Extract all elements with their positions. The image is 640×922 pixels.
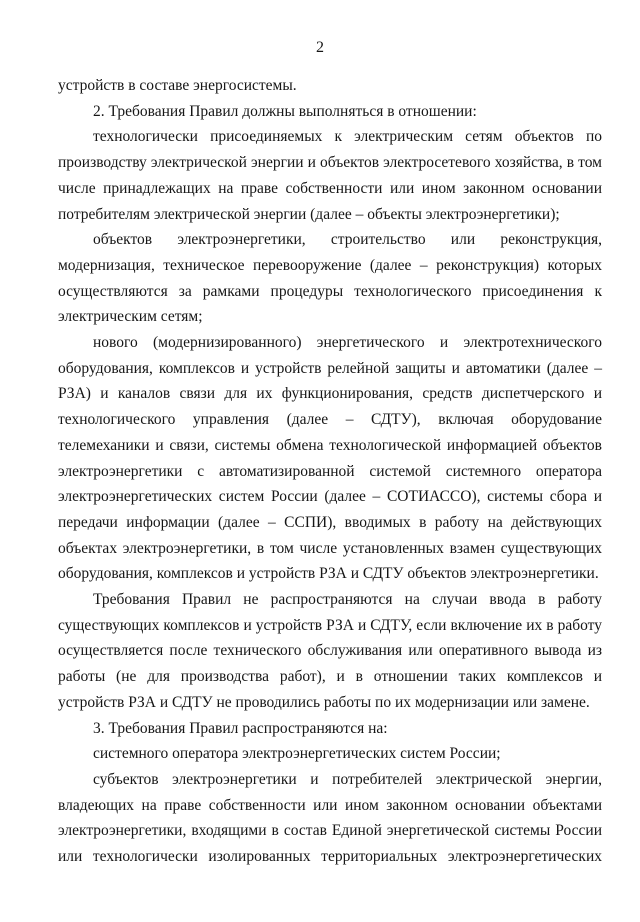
paragraph-connected-objects: технологически присоединяемых к электрическим сетям объектов по производству электрической энергии и объектов электросетевого хозяйства, в том числе принадлежащих на праве собственности или ином законном основании потребителям электрической энергии (далее – объекты электроэнергетики); [58, 128, 602, 223]
paragraph-exceptions: Требования Правил не распространяются на случаи ввода в работу существующих комплексов и устройств РЗА и СДТУ, если включение их в работу осуществляется после технического обслуживания или оперативного вывода из работы (не для производства работ), и в отношении таких комплексов и устройств РЗА и СДТУ не проводились работы по их модернизации или замене. [58, 591, 602, 711]
page-number: 2 [316, 39, 324, 56]
paragraph-section-2-heading: 2. Требования Правил должны выполняться в отношении: [93, 102, 477, 120]
paragraph-reconstruction-objects: объектов электроэнергетики, строительство или реконструкция, модернизация, техническое перевооружение (далее – реконструкция) которых осуществляются за рамками процедуры технологического присоединения к электрическим сетям; [58, 231, 602, 326]
paragraph-section-3-heading: 3. Требования Правил распространяются на: [93, 719, 388, 737]
paragraph-subjects: субъектов электроэнергетики и потребителей электрической энергии, владеющих на праве собственности или ином законном основании объектами электроэнергетики, входящими в состав Единой энергетической системы России или технологически изолированных территориальных электроэнергетических [58, 770, 602, 866]
paragraph-system-operator: системного оператора электроэнергетических систем России; [93, 745, 501, 763]
paragraph-continuation: устройств в составе энергосистемы. [58, 77, 297, 94]
document-body [58, 73, 602, 870]
paragraph-new-equipment: нового (модернизированного) энергетического и электротехнического оборудования, комплексов и устройств релейной защиты и автоматики (далее – РЗА) и каналов связи для их функционирования, средств диспетчерского и технологического управления (далее – СДТУ), включая оборудование телемеханики и связи, системы обмена технологической информацией объектов электроэнергетики с автоматизированной системой системного оператора электроэнергетических систем России (далее – СОТИАССО), системы сбора и передачи информации (далее – ССПИ), вводимых в работу на действующих объектах электроэнергетики, в том числе установленных взамен существующих оборудования, комплексов и устройств РЗА и СДТУ объектов электроэнергетики. [58, 334, 602, 583]
